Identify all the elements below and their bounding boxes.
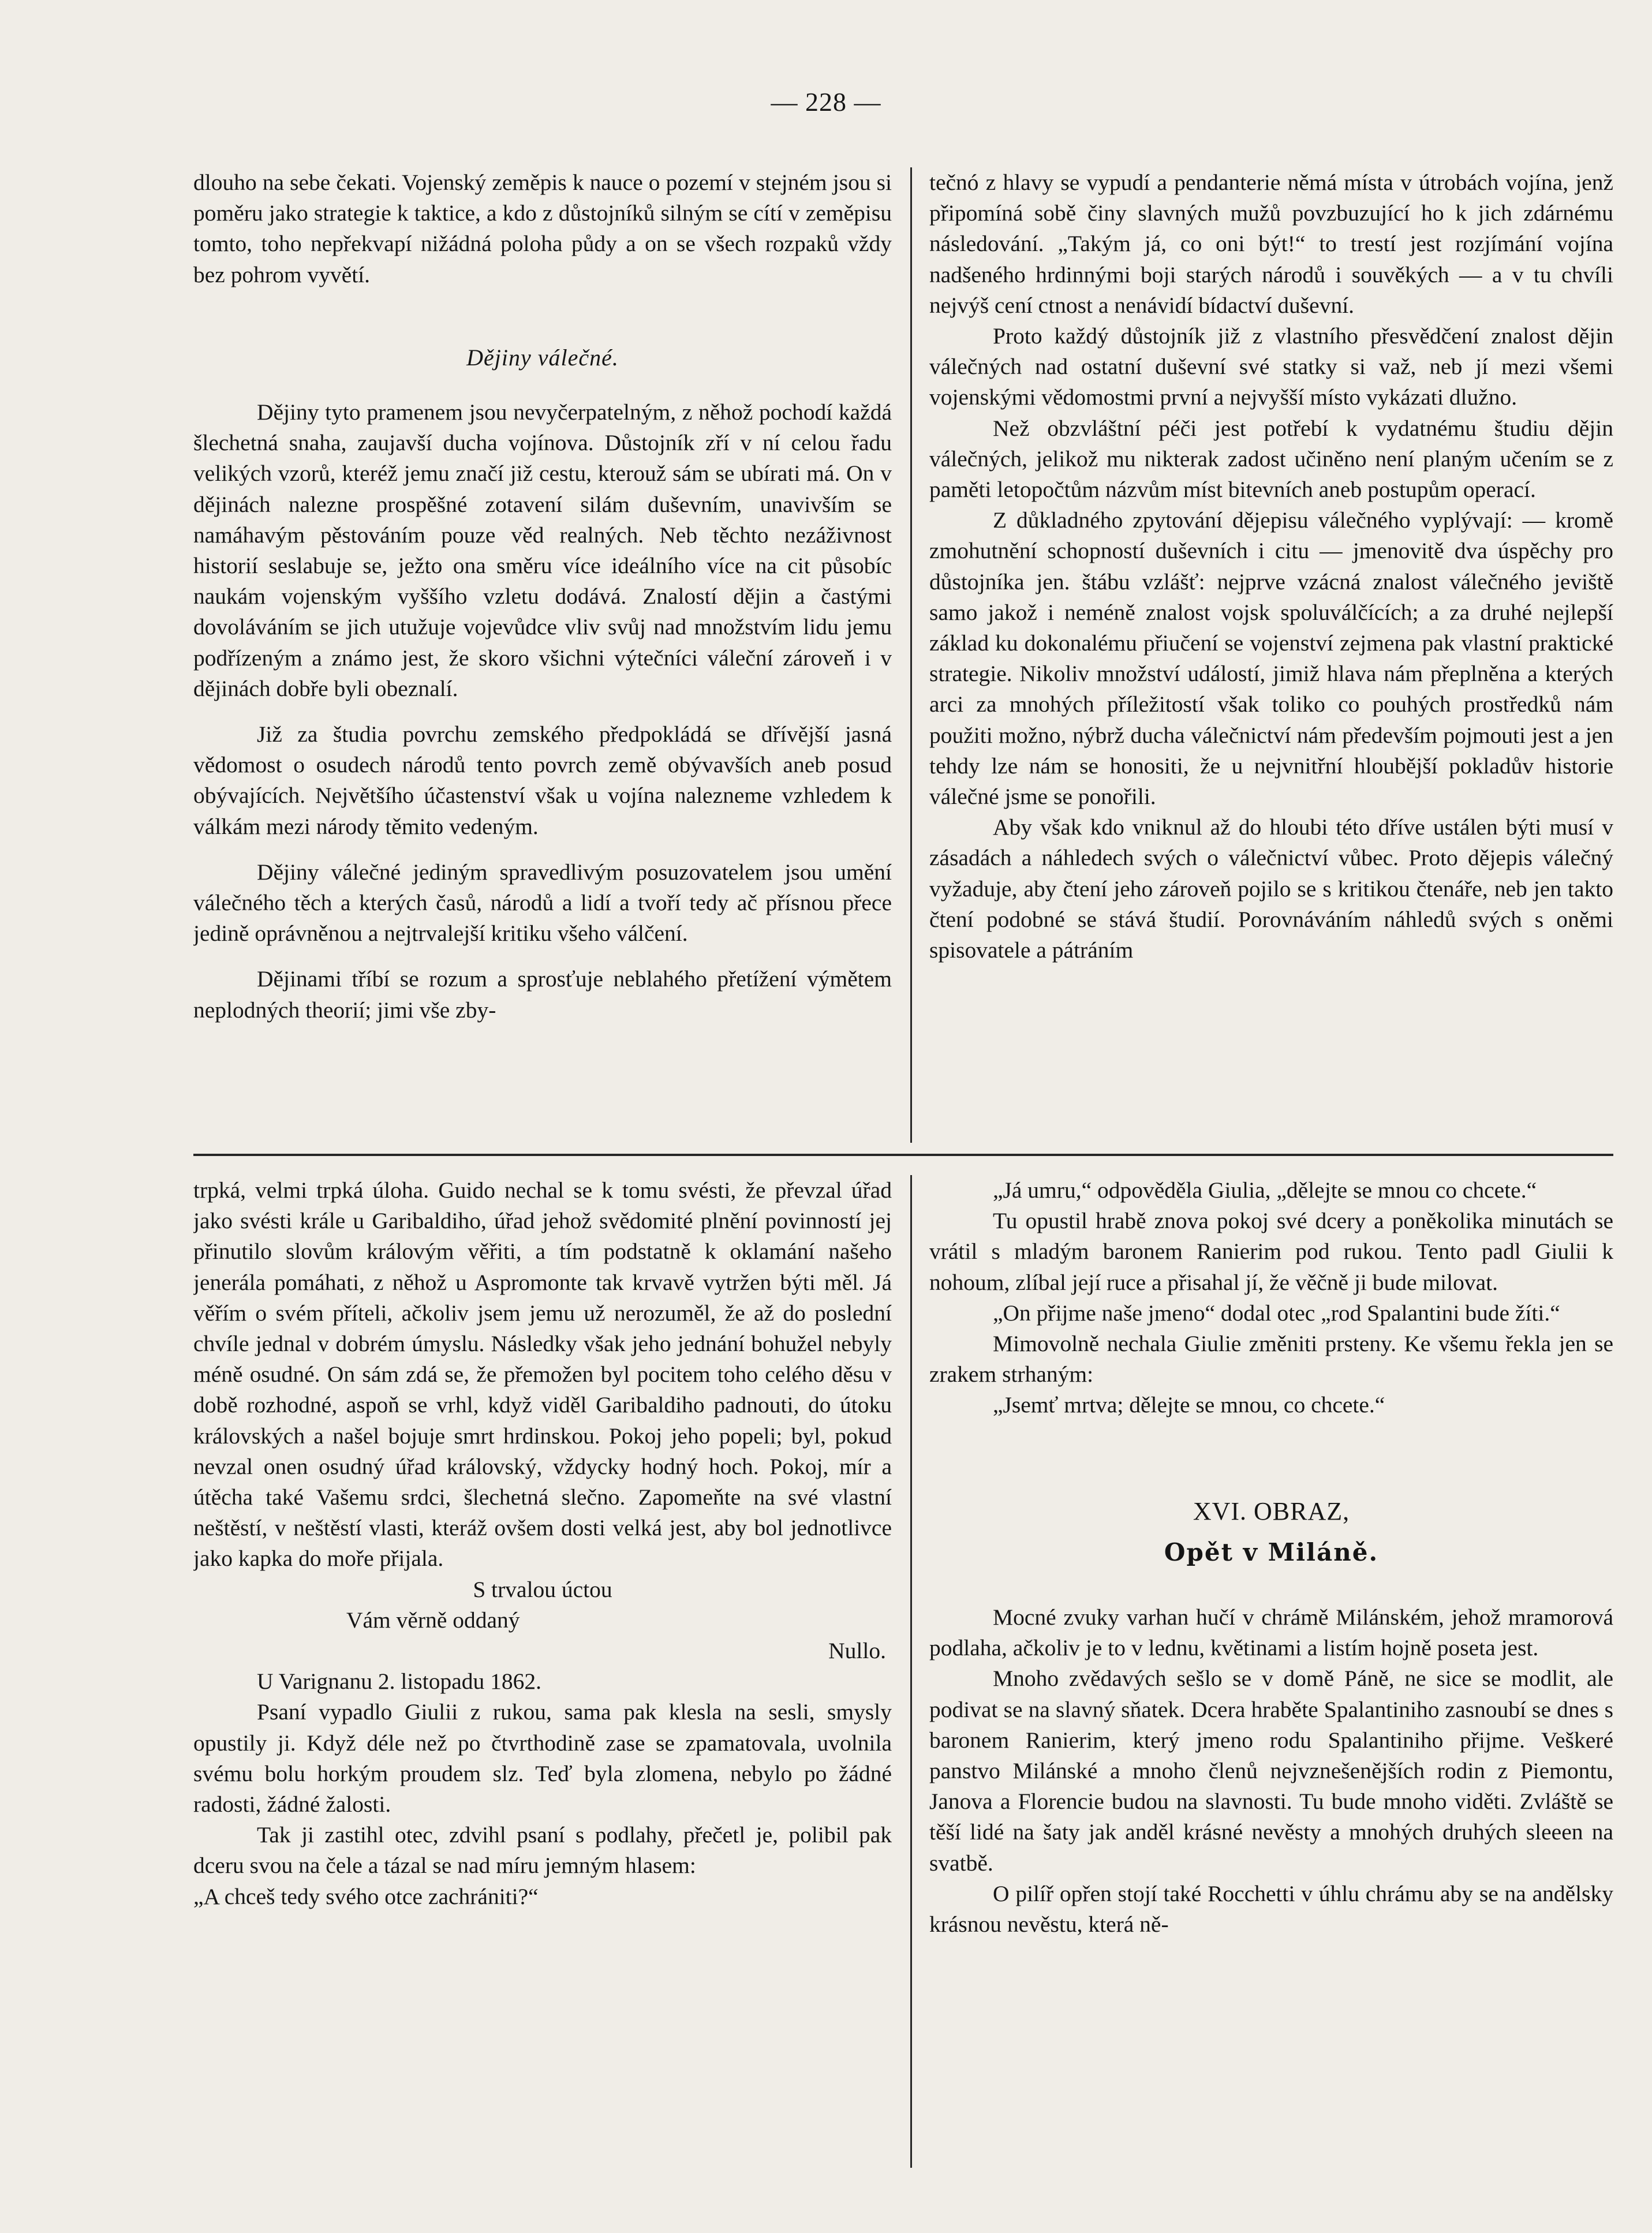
paragraph: „Já umru,“ odpověděla Giulia, „dělejte se mnou co chcete.“ [993, 1177, 1537, 1203]
paragraph: Aby však kdo vniknul až do hloubi této dříve ustálen býti musí v zásadách a náhledech svých o válečnictví vůbec. Proto dějepis válečný vyžaduje, aby čtení jeho zároveň pojilo se s kritikou čtenáře, neb jen takto čtení podobné se stává študií. Porovnáváním náhledů svých s oněmi spisovatele a pátráním [929, 814, 1613, 963]
column-top-right [929, 167, 1613, 1143]
chapter-title: XVI. OBRAZ, [1193, 1497, 1350, 1525]
section-heading: Dějiny válečné. [466, 344, 619, 371]
quote-line: „A chceš tedy svého otce zachrániti?“ [193, 1883, 539, 1909]
paragraph: Již za študia povrchu zemského předpokládá se dřívější jasná vědomost o osudech národů tento povrch země obývavších aneb posud obývajících. Největšího účastenství však u vojína nalezneme vzhledem k válkám mezi národy těmito vedeným. [193, 721, 892, 839]
place-date-line: U Varignanu 2. listopadu 1862. [257, 1669, 541, 1695]
signature: Nullo. [828, 1638, 886, 1664]
paragraph: Dějiny tyto pramenem jsou nevyčerpatelným, z něhož pochodí každá šlechetná snaha, zaujavší ducha vojínova. Důstojník zří v ní celou řadu velikých vzorů, kteréž jemu značí již cestu, kterouž sám se ubírati má. On v dějinách nalezne prospěšné zotavení silám duševním, unavivším se namáhavým pěstováním pouze věd realných. Neb těchto nezáživnost historií seslabuje se, ježto ona směru více ideálního více na cit působíc naukám vojenským vyššího vzletu dodává. Znalostí dějin a častými dovoláváním se jich utužuje vojevůdce vliv svůj nad množstvím lidu jemu podřízeným a známo jest, že skoro všichni výtečníci váleční zároveň i v dějinách dobře byli obeznalí. [193, 399, 892, 701]
paragraph: „On přijme naše jmeno“ dodal otec „rod Spalantini bude žíti.“ [993, 1300, 1560, 1326]
paragraph: Než obzvláštní péči jest potřebí k vydatnému študiu dějin válečných, jelikož mu nikterak zadost učiněno není planým učením se z paměti letopočtům názvům míst bitevních aneb postupům operací. [929, 415, 1613, 503]
column-divider-top [910, 167, 912, 1143]
chapter-subtitle: Opět v Miláně. [1164, 1538, 1379, 1566]
closing-line: S trvalou úctou [473, 1576, 612, 1602]
column-top-left [193, 167, 892, 1143]
paragraph: Psaní vypadlo Giulii z rukou, sama pak klesla na sesli, smysly opustily ji. Když déle než po čtvrthodině zase se zpamatovala, uvolnila svému bolu horkým proudem slz. Teď byla zlomena, nebylo po žádné radosti, žádné žalosti. [193, 1699, 892, 1817]
column-divider-bottom [910, 1175, 912, 2168]
paragraph: O pilíř opřen stojí také Rocchetti v úhlu chrámu aby se na andělsky krásnou nevěstu, která ně- [929, 1880, 1613, 1937]
horizontal-divider [193, 1154, 1613, 1156]
paragraph: dlouho na sebe čekati. Vojenský zeměpis k nauce o pozemí v stejném jsou si poměru jako strategie k taktice, a kdo z důstojníků silným se cítí v zeměpisu tomto, toho nepřekvapí nižádná poloha půdy a on se všech rozpaků vždy bez pohrom vyvětí. [193, 170, 892, 287]
paragraph: Dějinami tříbí se rozum a sprosťuje neblahého přetížení výmětem neplodných theorií; jimi vše zby- [193, 966, 892, 1023]
paragraph: trpká, velmi trpká úloha. Guido nechal se k tomu svésti, že převzal úřad jako svésti krále u Garibaldiho, úřad jehož svědomité plnění povinností jej přinutilo slovům královým věřiti, a tím podstatně k oklamání našeho jenerála pomáhati, z něhož u Aspromonte tak krvavě vytržen býti měl. Já věřím o svém příteli, ačkoliv jsem jemu už nerozuměl, že až do poslední chvíle jednal v dobrém úmyslu. Následky však jeho jednání bohužel nebyly méně osudné. On sám zdá se, že přemožen byl pocitem toho celého děsu v době rozhodné, aspoň se vrhl, když viděl Garibaldiho padnouti, do útoku královských a našel bojuje smrt hrdinskou. Pokoj jeho popeli; byl, pokud nevzal onen osudný úřad královský, vždycky hodný hoch. Pokoj, mír a útěcha také Vašemu srdci, šlechetná slečno. Zapomeňte na své vlastní neštěstí, v neštěstí vlasti, kteráž ovšem dosti velká jest, aby bol jednotlivce jako kapka do moře přijala. [193, 1177, 892, 1572]
paragraph: Proto každý důstojník již z vlastního přesvědčení znalost dějin válečných nad ostatní duševní své statky si važ, neb jí mezi všemi vojenskými vědomostmi první a nejvyšší místo vykázati dlužno. [929, 323, 1613, 410]
closing-line: Vám věrně oddaný [346, 1607, 520, 1633]
column-bottom-left [193, 1175, 892, 2168]
paragraph: Tu opustil hrabě znova pokoj své dcery a poněkolika minutách se vrátil s mladým baronem Ranierim pod rukou. Tento padl Giulii k nohoum, zlíbal její ruce a přisahal jí, že věčně ji bude milovat. [929, 1208, 1613, 1295]
page-number: — 228 — [771, 87, 881, 117]
paragraph: „Jsemť mrtva; dělejte se mnou, co chcete.“ [993, 1392, 1385, 1418]
paragraph: Dějiny válečné jediným spravedlivým posuzovatelem jsou umění válečného těch a kterých časů, národů a lidí a tvoří tedy ač přísnou přece jedině oprávněnou a nejtrvalejší kritiku všeho válčení. [193, 859, 892, 947]
paragraph: Tak ji zastihl otec, zdvihl psaní s podlahy, přečetl je, polibil pak dceru svou na čele a tázal se nad míru jemným hlasem: [193, 1822, 892, 1879]
paragraph: tečnó z hlavy se vypudí a pendanterie němá místa v útrobách vojína, jenž připomíná sobě činy slavných mužů povzbuzující ho k jich zdárnému následování. „Takým já, co oni být!“ to trestí jest rozjímání vojína nadšeného hrdinnými boji starých národů i souvěkých — a v tu chvíli nejvýš cení ctnost a nenávidí bídactví duševní. [929, 170, 1613, 318]
column-bottom-right [929, 1175, 1613, 2168]
paragraph: Mnoho zvědavých sešlo se v domě Páně, ne sice se modlit, ale podivat se na slavný sňatek. Dcera hraběte Spalantiniho zasnoubí se dnes s baronem Ranierim, který jmeno rodu Spalantiniho přijme. Veškeré panstvo Milánské a mnoho členů nejvznešenějších rodin z Piemontu, Janova a Florencie budou na slavnosti. Tu bude mnoho viděti. Zvláště se těší lidé na šaty jak anděl krásné nevěsty a mnohých druhých sleeen na svatbě. [929, 1666, 1613, 1876]
paragraph: Mocné zvuky varhan hučí v chrámě Milánském, jehož mramorová podlaha, ačkoliv je to v lednu, květinami a listím hojně poseta jest. [929, 1604, 1613, 1661]
paragraph: Z důkladného zpytování dějepisu válečného vyplývají: — kromě zmohutnění schopností duševních i citu — jmenovitě dva úspěchy pro důstojníka jen. štábu vzlášť: nejprve vzácná znalost válečného jeviště samo jakož i neméně znalost vojsk spoluválčících; a za druhé nejlepší základ ku dokonalému přiučení se vojenství zejmena pak vlastní praktické strategie. Nikoliv množství událostí, jimiž hlava nám přeplněna a kterých arci za mnohých příležitostí však toliko co pouhých prostředků nám použiti možno, nýbrž ducha válečnictví nám především pojmouti jest a jen tehdy lze nám se honositi, že u nejvnitřní hloubější pokladův historie válečné jsme se ponořili. [929, 507, 1613, 810]
paragraph: Mimovolně nechala Giulie změniti prsteny. Ke všemu řekla jen se zrakem strhaným: [929, 1331, 1613, 1387]
